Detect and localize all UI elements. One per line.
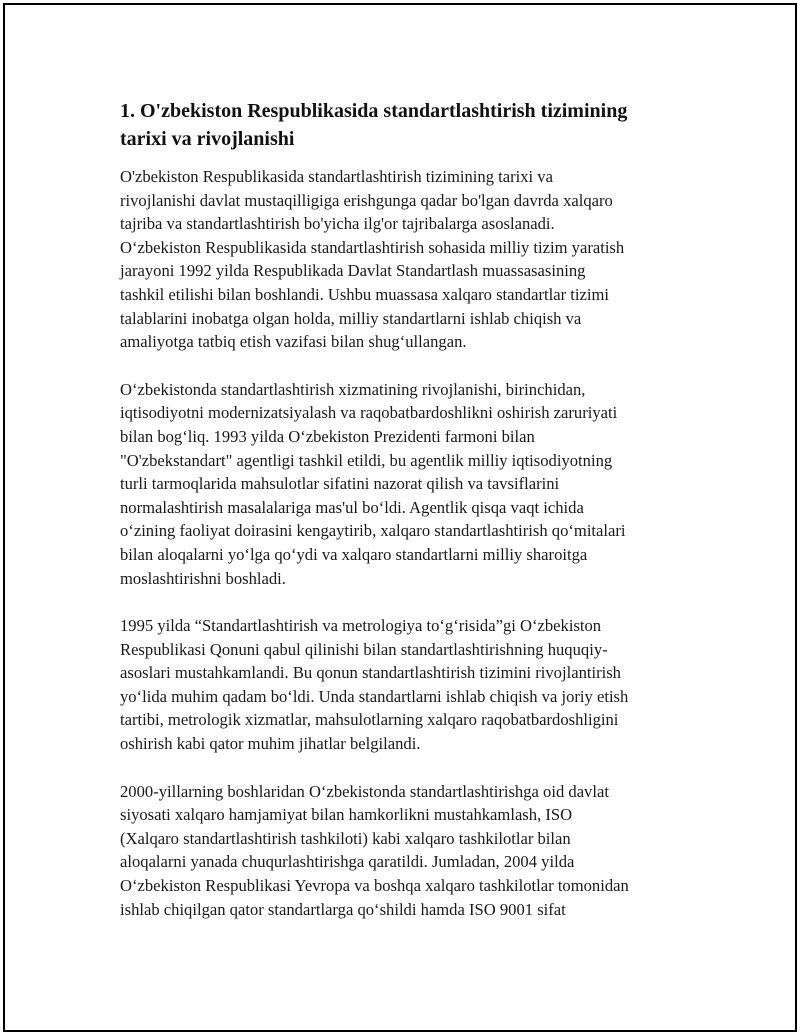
text-line: Respublikasi Qonuni qabul qilinishi bilan standartlashtirishning huquqiy- (120, 639, 608, 659)
text-line: jarayoni 1992 yilda Respublikada Davlat Standartlash muassasasining (120, 261, 586, 281)
text-line: aloqalarni yanada chuqurlashtirishga qaratildi. Jumladan, 2004 yilda (120, 852, 575, 872)
paragraph-3 (120, 614, 700, 756)
text-line: O'zbekiston Respublikasida standartlashtirish tizimining tarixi va (120, 167, 553, 186)
document-page (3, 3, 797, 1032)
text-line: O‘zbekiston Respublikasida standartlashtirish sohasida milliy tizim yaratish (120, 237, 625, 257)
text-line: oshirish kabi qator muhim jihatlar belgilandi. (120, 734, 421, 754)
text-line: o‘zining faoliyat doirasini kengaytirib, xalqaro standartlashtirish qo‘mitalari (120, 521, 626, 541)
text-line: iqtisodiyotni modernizatsiyalash va raqobatbardoshlikni oshirish zaruriyati (120, 403, 618, 423)
text-line: moslashtirishni boshladi. (120, 568, 286, 588)
text-line: rivojlanishi davlat mustaqilligiga erishgunga qadar bo'lgan davrda xalqaro (120, 190, 613, 210)
text-line: bilan aloqalarni yo‘lga qo‘ydi va xalqaro standartlarni milliy sharoitga (120, 544, 588, 564)
text-line: 2000-yillarning boshlaridan O‘zbekistonda standartlashtirishga oid davlat (120, 781, 609, 801)
text-line: O‘zbekistonda standartlashtirish xizmatining rivojlanishi, birinchidan, (120, 379, 586, 399)
paragraph-4 (120, 780, 700, 922)
section-heading (120, 97, 700, 153)
heading-line: 1. O'zbekiston Respublikasida standartlashtirish tizimining (120, 100, 628, 122)
text-line: (Xalqaro standartlashtirish tashkiloti) kabi xalqaro tashkilotlar bilan (120, 828, 571, 848)
text-line: tajriba va standartlashtirish bo'yicha ilg'or tajribalarga asoslanadi. (120, 214, 555, 234)
text-line: tartibi, metrologik xizmatlar, mahsulotlarning xalqaro raqobatbardoshligini (120, 710, 619, 730)
text-line: bilan bog‘liq. 1993 yilda O‘zbekiston Prezidenti farmoni bilan (120, 426, 535, 446)
text-line: amaliyotga tatbiq etish vazifasi bilan shug‘ullangan. (120, 332, 467, 352)
text-line: normalashtirish masalalariga mas'ul bo‘ldi. Agentlik qisqa vaqt ichida (120, 497, 584, 517)
text-line: "O'zbekstandart" agentligi tashkil etildi, bu agentlik milliy iqtisodiyotning (120, 450, 613, 470)
heading-line: tarixi va rivojlanishi (120, 128, 295, 150)
document-content (120, 97, 700, 945)
text-line: talablarini inobatga olgan holda, milliy standartlarni ishlab chiqish va (120, 308, 582, 328)
text-line: yo‘lida muhim qadam bo‘ldi. Unda standartlarni ishlab chiqish va joriy etish (120, 686, 629, 706)
text-line: O‘zbekiston Respublikasi Yevropa va boshqa xalqaro tashkilotlar tomonidan (120, 876, 629, 896)
text-line: tashkil etilishi bilan boshlandi. Ushbu muassasa xalqaro standartlar tizimi (120, 284, 609, 304)
text-line: turli tarmoqlarida mahsulotlar sifatini nazorat qilish va tavsiflarini (120, 474, 560, 494)
text-line: asoslari mustahkamlandi. Bu qonun standartlashtirish tizimini rivojlantirish (120, 663, 621, 683)
text-line: siyosati xalqaro hamjamiyat bilan hamkorlikni mustahkamlash, ISO (120, 805, 573, 825)
paragraph-2 (120, 378, 700, 590)
text-line: ishlab chiqilgan qator standartlarga qo‘shildi hamda ISO 9001 sifat (120, 899, 566, 919)
text-line: 1995 yilda “Standartlashtirish va metrologiya to‘g‘risida”gi O‘zbekiston (120, 616, 602, 636)
paragraph-1 (120, 165, 700, 354)
